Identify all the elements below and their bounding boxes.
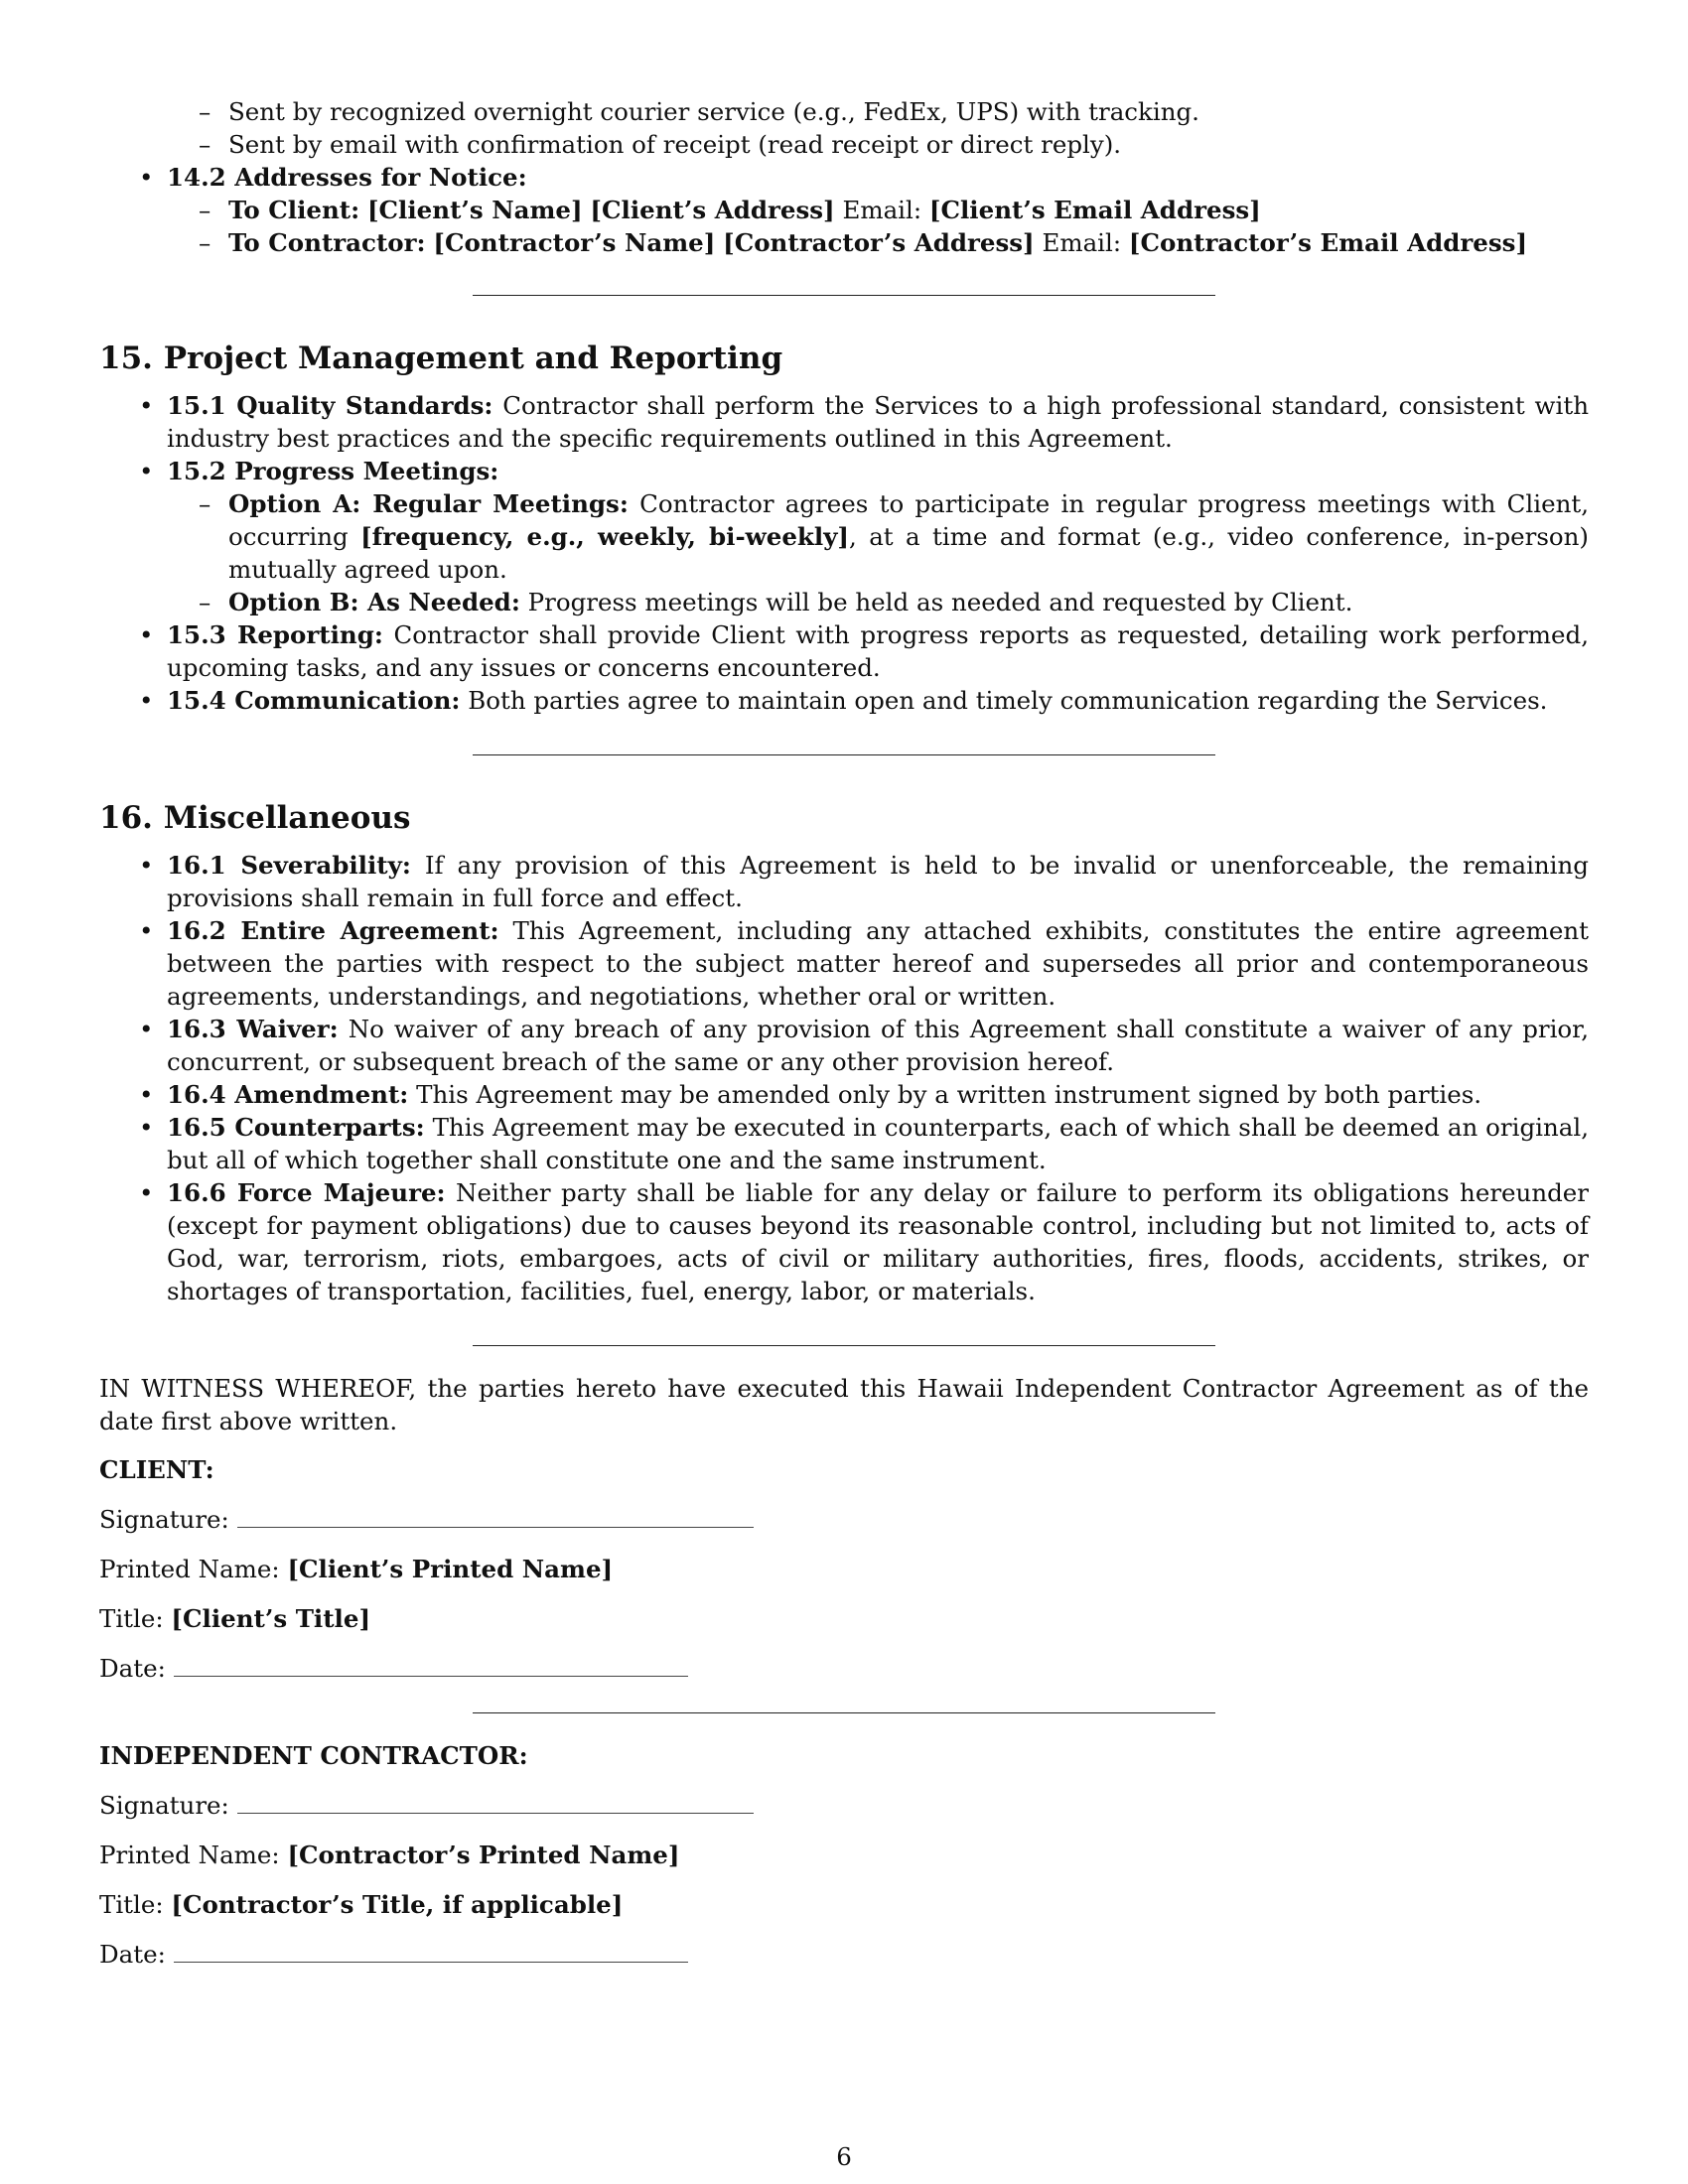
list-item <box>99 1078 1589 1111</box>
client-printed-name-row <box>99 1553 1589 1585</box>
item-label: 14.2 Addresses for Notice: <box>167 163 527 192</box>
section-15-list <box>99 389 1589 487</box>
client-title: [Client’s Title] <box>171 1604 371 1633</box>
list-item <box>99 1176 1589 1307</box>
contractor-signature-row <box>99 1789 1589 1822</box>
item-label: 15.1 Quality Standards: <box>167 391 493 420</box>
section-heading: 16. Miscellaneous <box>99 800 411 836</box>
contractor-title-row <box>99 1888 1589 1921</box>
list-item: – Sent by email with confirmation of receipt (read receipt or direct reply). <box>99 128 1589 161</box>
item-label: Option B: As Needed: <box>228 588 520 616</box>
client-signature-line[interactable] <box>237 1526 754 1528</box>
item-text: This Agreement may be amended only by a written instrument signed by both parties. <box>408 1080 1482 1109</box>
item-text: If any provision of this Agreement is held to be invalid or unenforceable, the remaining provisions shall remain in full force and effect. <box>167 851 1589 912</box>
list-item <box>99 849 1589 914</box>
section-heading: 15. Project Management and Reporting <box>99 341 783 376</box>
title-label: Title: <box>99 1604 164 1633</box>
placeholder-field: [Contractor’s Email Address] <box>1128 228 1528 257</box>
item-label: Option A: Regular Meetings: <box>228 489 629 518</box>
list-item <box>99 1111 1589 1176</box>
item-text: Progress meetings will be held as needed and requested by Client. <box>519 588 1353 616</box>
addresses-list <box>99 194 1589 259</box>
section-divider <box>473 1712 1215 1713</box>
signature-label: Signature: <box>99 1791 229 1820</box>
contractor-title: [Contractor’s Title, if applicable] <box>171 1890 624 1919</box>
date-label: Date: <box>99 1940 166 1969</box>
item-label: To Client: <box>228 196 360 224</box>
email-label: Email: <box>842 196 922 224</box>
date-label: Date: <box>99 1654 166 1683</box>
section-divider <box>473 295 1215 296</box>
list-item <box>99 618 1589 684</box>
item-label: 16.5 Counterparts: <box>167 1113 425 1142</box>
section-14-2-list <box>99 161 1589 194</box>
placeholder-field: [Contractor’s Address] <box>723 228 1035 257</box>
signature-label: Signature: <box>99 1505 229 1534</box>
contractor-printed-name-row <box>99 1839 1589 1871</box>
item-label: 16.1 Severability: <box>167 851 411 880</box>
item-label: 15.4 Communication: <box>167 686 461 715</box>
contractor-heading-text: INDEPENDENT CONTRACTOR: <box>99 1741 528 1770</box>
item-label: 16.2 Entire Agreement: <box>167 916 499 945</box>
placeholder-field: [Client’s Email Address] <box>928 196 1261 224</box>
item-text: No waiver of any breach of any provision of this Agreement shall constitute a waiver of any prior, concurrent, or subsequent breach of the same or any other provision hereof. <box>167 1015 1589 1076</box>
client-title-row <box>99 1602 1589 1635</box>
placeholder-field: [Client’s Name] <box>366 196 583 224</box>
item-label: 16.3 Waiver: <box>167 1015 339 1043</box>
item-text: This Agreement, including any attached exhibits, constitutes the entire agreement between the parties with respect to the subject matter hereof and supersedes all prior and contemporaneous agreements, understandings, and negotiations, whether oral or written. <box>167 916 1589 1011</box>
list-item <box>99 914 1589 1013</box>
section-16-list <box>99 849 1589 1307</box>
list-item <box>99 194 1589 226</box>
client-heading-text: CLIENT: <box>99 1455 214 1484</box>
list-item <box>99 684 1589 717</box>
list-item <box>99 487 1589 586</box>
client-signature-row <box>99 1503 1589 1536</box>
item-label: 15.2 Progress Meetings: <box>167 457 499 485</box>
printed-name-label: Printed Name: <box>99 1555 280 1583</box>
meeting-options-list <box>99 487 1589 618</box>
placeholder-field: [Contractor’s Name] <box>433 228 716 257</box>
item-text: , at a time and format (e.g., video conference, in-person) mutually agreed upon. <box>228 522 1589 584</box>
section-15-list-continued <box>99 618 1589 717</box>
contractor-signature-line[interactable] <box>237 1812 754 1814</box>
item-label: To Contractor: <box>228 228 426 257</box>
section-divider <box>473 1345 1215 1346</box>
contractor-heading <box>99 1739 1589 1772</box>
placeholder-field: [frequency, e.g., weekly, bi-weekly] <box>360 522 850 551</box>
client-printed-name: [Client’s Printed Name] <box>287 1555 614 1583</box>
item-text: This Agreement may be executed in counterparts, each of which shall be deemed an original, but all of which together shall constitute one and the same instrument. <box>167 1113 1589 1174</box>
document-page <box>99 95 1589 1971</box>
item-label: 16.4 Amendment: <box>167 1080 409 1109</box>
list-item <box>99 161 1589 194</box>
printed-name-label: Printed Name: <box>99 1841 280 1869</box>
list-item <box>99 389 1589 455</box>
item-label: 16.6 Force Majeure: <box>167 1178 446 1207</box>
contractor-date-row <box>99 1938 1589 1971</box>
contractor-date-line[interactable] <box>174 1961 688 1963</box>
list-item <box>99 586 1589 618</box>
item-text: Both parties agree to maintain open and timely communication regarding the Services. <box>460 686 1548 715</box>
contractor-printed-name: [Contractor’s Printed Name] <box>287 1841 680 1869</box>
item-text: Contractor shall provide Client with progress reports as requested, detailing work performed, upcoming tasks, and any issues or concerns encountered. <box>167 620 1589 682</box>
witness-paragraph: IN WITNESS WHEREOF, the parties hereto have executed this Hawaii Independent Contractor Agreement as of the date first above written. <box>99 1374 1589 1435</box>
item-label: 15.3 Reporting: <box>167 620 383 649</box>
item-text: Contractor shall perform the Services to a high professional standard, consistent with industry best practices and the specific requirements outlined in this Agreement. <box>167 391 1589 453</box>
client-date-line[interactable] <box>174 1675 688 1677</box>
list-item <box>99 226 1589 259</box>
item-text: Contractor agrees to participate in regular progress meetings with Client, occurring <box>228 489 1589 551</box>
placeholder-field: [Client’s Address] <box>590 196 835 224</box>
list-item <box>99 455 1589 487</box>
email-label: Email: <box>1042 228 1122 257</box>
page-number: 6 <box>836 2142 852 2171</box>
client-date-row <box>99 1652 1589 1685</box>
section-divider <box>473 754 1215 755</box>
client-heading <box>99 1453 1589 1486</box>
list-item: – Sent by recognized overnight courier service (e.g., FedEx, UPS) with tracking. <box>99 95 1589 128</box>
title-label: Title: <box>99 1890 164 1919</box>
list-item <box>99 1013 1589 1078</box>
item-text: Neither party shall be liable for any delay or failure to perform its obligations hereunder (except for payment obligations) due to causes beyond its reasonable control, including but not limited to, acts of God, war, terrorism, riots, embargoes, acts of civil or military authorities, fires, floods, accidents, strikes, or shortages of transportation, facilities, fuel, energy, labor, or materials. <box>167 1178 1589 1305</box>
notice-methods-list <box>99 95 1589 161</box>
